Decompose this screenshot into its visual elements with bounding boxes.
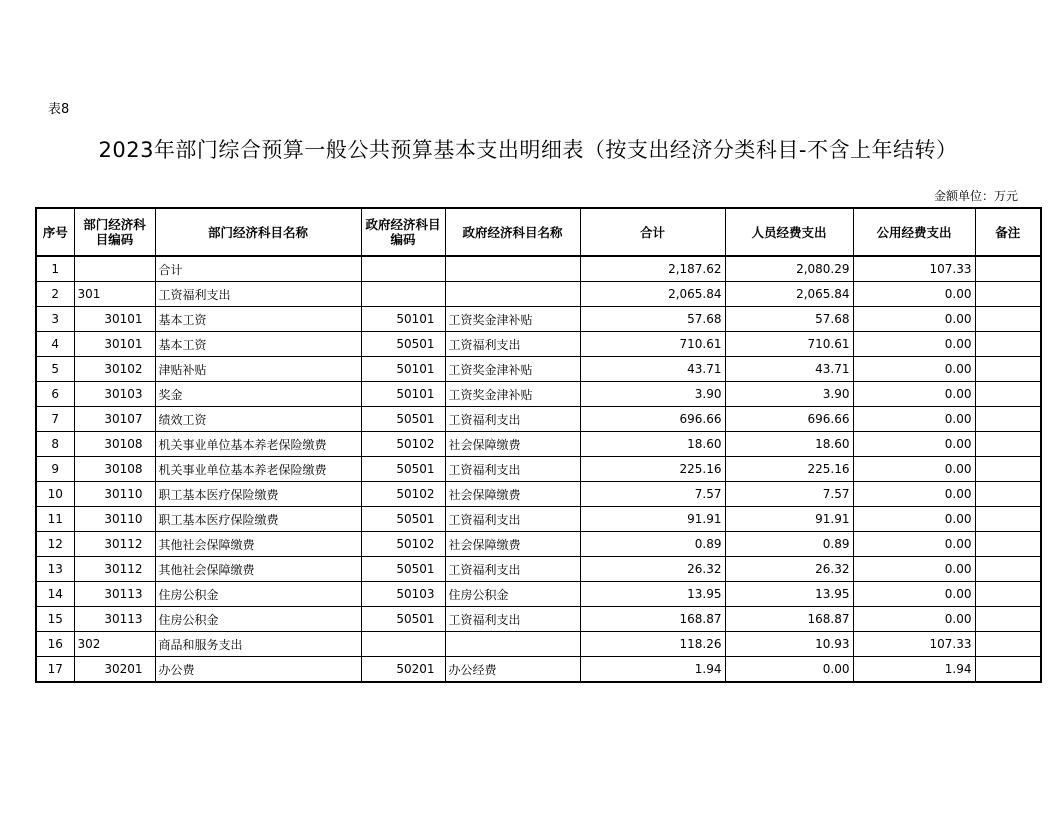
cell-gov-code: 50501	[361, 607, 445, 632]
cell-gov-name: 工资奖金津补贴	[445, 382, 580, 407]
cell-seq: 16	[36, 632, 74, 657]
cell-total: 18.60	[580, 432, 725, 457]
cell-seq: 1	[36, 256, 74, 282]
cell-gov-code: 50101	[361, 357, 445, 382]
cell-public: 0.00	[853, 357, 975, 382]
table-body	[36, 256, 1041, 682]
cell-public: 0.00	[853, 282, 975, 307]
cell-dept-name: 住房公积金	[155, 582, 361, 607]
cell-dept-code: 30101	[74, 307, 155, 332]
cell-personnel: 168.87	[725, 607, 853, 632]
cell-personnel: 18.60	[725, 432, 853, 457]
table-row	[36, 307, 1041, 332]
table-row	[36, 457, 1041, 482]
cell-remark	[975, 632, 1041, 657]
cell-dept-name: 机关事业单位基本养老保险缴费	[155, 457, 361, 482]
cell-seq: 9	[36, 457, 74, 482]
cell-seq: 4	[36, 332, 74, 357]
cell-dept-code: 30112	[74, 532, 155, 557]
cell-total: 1.94	[580, 657, 725, 683]
cell-personnel: 0.89	[725, 532, 853, 557]
cell-remark	[975, 507, 1041, 532]
cell-gov-name: 办公经费	[445, 657, 580, 683]
cell-personnel: 225.16	[725, 457, 853, 482]
cell-public: 107.33	[853, 632, 975, 657]
cell-remark	[975, 607, 1041, 632]
cell-dept-name: 绩效工资	[155, 407, 361, 432]
cell-gov-code: 50501	[361, 407, 445, 432]
table-row	[36, 507, 1041, 532]
col-header-total: 合计	[580, 208, 725, 256]
col-header-personnel: 人员经费支出	[725, 208, 853, 256]
cell-total: 118.26	[580, 632, 725, 657]
cell-gov-name	[445, 632, 580, 657]
cell-public: 0.00	[853, 582, 975, 607]
cell-gov-code: 50101	[361, 307, 445, 332]
cell-gov-name: 工资奖金津补贴	[445, 357, 580, 382]
cell-dept-name: 津贴补贴	[155, 357, 361, 382]
cell-dept-name: 奖金	[155, 382, 361, 407]
cell-gov-name: 工资福利支出	[445, 332, 580, 357]
cell-gov-code	[361, 282, 445, 307]
cell-dept-name: 其他社会保障缴费	[155, 532, 361, 557]
cell-personnel: 710.61	[725, 332, 853, 357]
cell-total: 43.71	[580, 357, 725, 382]
cell-gov-code: 50102	[361, 432, 445, 457]
cell-gov-code: 50103	[361, 582, 445, 607]
table-row	[36, 532, 1041, 557]
cell-total: 26.32	[580, 557, 725, 582]
cell-gov-code: 50501	[361, 457, 445, 482]
cell-remark	[975, 256, 1041, 282]
cell-gov-name: 工资奖金津补贴	[445, 307, 580, 332]
cell-public: 0.00	[853, 532, 975, 557]
cell-seq: 13	[36, 557, 74, 582]
cell-remark	[975, 332, 1041, 357]
cell-gov-name: 社会保障缴费	[445, 482, 580, 507]
cell-gov-code: 50102	[361, 482, 445, 507]
cell-dept-code: 30102	[74, 357, 155, 382]
cell-total: 696.66	[580, 407, 725, 432]
table-row	[36, 432, 1041, 457]
table-row	[36, 557, 1041, 582]
cell-remark	[975, 407, 1041, 432]
cell-remark	[975, 482, 1041, 507]
cell-remark	[975, 657, 1041, 683]
table-row	[36, 582, 1041, 607]
table-number-label: 表8	[48, 102, 70, 117]
cell-dept-code: 30101	[74, 332, 155, 357]
cell-total: 13.95	[580, 582, 725, 607]
cell-dept-name: 基本工资	[155, 332, 361, 357]
table-row	[36, 632, 1041, 657]
cell-dept-code: 30108	[74, 457, 155, 482]
cell-dept-name: 住房公积金	[155, 607, 361, 632]
cell-dept-code: 30201	[74, 657, 155, 683]
cell-total: 3.90	[580, 382, 725, 407]
col-header-dept-code: 部门经济科目编码	[74, 208, 155, 256]
cell-gov-code: 50201	[361, 657, 445, 683]
cell-dept-name: 职工基本医疗保险缴费	[155, 507, 361, 532]
col-header-gov-code: 政府经济科目编码	[361, 208, 445, 256]
cell-remark	[975, 532, 1041, 557]
cell-dept-code	[74, 256, 155, 282]
cell-gov-name: 社会保障缴费	[445, 432, 580, 457]
budget-detail-table	[35, 207, 1042, 683]
cell-seq: 12	[36, 532, 74, 557]
col-header-remark: 备注	[975, 208, 1041, 256]
cell-total: 2,065.84	[580, 282, 725, 307]
cell-gov-code: 50501	[361, 507, 445, 532]
cell-gov-name: 工资福利支出	[445, 557, 580, 582]
cell-seq: 8	[36, 432, 74, 457]
cell-dept-code: 30113	[74, 582, 155, 607]
cell-dept-name: 其他社会保障缴费	[155, 557, 361, 582]
table-row	[36, 407, 1041, 432]
cell-gov-name: 工资福利支出	[445, 407, 580, 432]
cell-dept-code: 30107	[74, 407, 155, 432]
cell-total: 57.68	[580, 307, 725, 332]
amount-unit-label: 金额单位：万元	[933, 189, 1018, 203]
cell-seq: 7	[36, 407, 74, 432]
page-title: 2023年部门综合预算一般公共预算基本支出明细表（按支出经济分类科目-不含上年结转）	[98, 138, 958, 162]
cell-personnel: 91.91	[725, 507, 853, 532]
cell-dept-code: 30108	[74, 432, 155, 457]
cell-total: 0.89	[580, 532, 725, 557]
cell-remark	[975, 307, 1041, 332]
table-header-row	[36, 208, 1041, 256]
cell-gov-code: 50501	[361, 332, 445, 357]
cell-seq: 17	[36, 657, 74, 683]
cell-dept-code: 30112	[74, 557, 155, 582]
cell-gov-name	[445, 256, 580, 282]
cell-gov-code: 50102	[361, 532, 445, 557]
cell-dept-code: 301	[74, 282, 155, 307]
cell-dept-name: 商品和服务支出	[155, 632, 361, 657]
cell-seq: 2	[36, 282, 74, 307]
cell-dept-code: 30113	[74, 607, 155, 632]
cell-personnel: 696.66	[725, 407, 853, 432]
table-row	[36, 607, 1041, 632]
cell-public: 0.00	[853, 407, 975, 432]
cell-personnel: 0.00	[725, 657, 853, 683]
cell-personnel: 10.93	[725, 632, 853, 657]
table-row	[36, 256, 1041, 282]
cell-dept-name: 办公费	[155, 657, 361, 683]
cell-seq: 10	[36, 482, 74, 507]
cell-total: 168.87	[580, 607, 725, 632]
cell-remark	[975, 582, 1041, 607]
cell-gov-code: 50501	[361, 557, 445, 582]
cell-personnel: 57.68	[725, 307, 853, 332]
cell-seq: 14	[36, 582, 74, 607]
cell-dept-code: 30110	[74, 507, 155, 532]
cell-dept-name: 职工基本医疗保险缴费	[155, 482, 361, 507]
cell-seq: 15	[36, 607, 74, 632]
table-row	[36, 332, 1041, 357]
cell-dept-code: 30110	[74, 482, 155, 507]
cell-total: 225.16	[580, 457, 725, 482]
cell-remark	[975, 357, 1041, 382]
cell-gov-name: 工资福利支出	[445, 507, 580, 532]
col-header-dept-name: 部门经济科目名称	[155, 208, 361, 256]
cell-remark	[975, 457, 1041, 482]
cell-public: 0.00	[853, 432, 975, 457]
cell-gov-name: 住房公积金	[445, 582, 580, 607]
cell-dept-name: 工资福利支出	[155, 282, 361, 307]
cell-public: 0.00	[853, 507, 975, 532]
cell-remark	[975, 282, 1041, 307]
cell-personnel: 2,080.29	[725, 256, 853, 282]
col-header-public: 公用经费支出	[853, 208, 975, 256]
cell-public: 107.33	[853, 256, 975, 282]
cell-public: 0.00	[853, 382, 975, 407]
cell-dept-name: 合计	[155, 256, 361, 282]
cell-dept-name: 机关事业单位基本养老保险缴费	[155, 432, 361, 457]
cell-gov-name: 工资福利支出	[445, 457, 580, 482]
cell-dept-code: 30103	[74, 382, 155, 407]
table-row	[36, 657, 1041, 683]
cell-remark	[975, 432, 1041, 457]
cell-remark	[975, 557, 1041, 582]
cell-gov-name: 社会保障缴费	[445, 532, 580, 557]
cell-public: 0.00	[853, 457, 975, 482]
cell-gov-code	[361, 256, 445, 282]
cell-public: 0.00	[853, 607, 975, 632]
cell-gov-code	[361, 632, 445, 657]
cell-remark	[975, 382, 1041, 407]
col-header-seq: 序号	[36, 208, 74, 256]
cell-seq: 3	[36, 307, 74, 332]
cell-public: 0.00	[853, 307, 975, 332]
cell-seq: 5	[36, 357, 74, 382]
cell-gov-name	[445, 282, 580, 307]
cell-total: 91.91	[580, 507, 725, 532]
cell-personnel: 7.57	[725, 482, 853, 507]
cell-public: 0.00	[853, 332, 975, 357]
cell-personnel: 13.95	[725, 582, 853, 607]
table-row	[36, 357, 1041, 382]
cell-public: 1.94	[853, 657, 975, 683]
table-row	[36, 382, 1041, 407]
cell-total: 710.61	[580, 332, 725, 357]
cell-personnel: 26.32	[725, 557, 853, 582]
cell-public: 0.00	[853, 557, 975, 582]
col-header-gov-name: 政府经济科目名称	[445, 208, 580, 256]
cell-personnel: 2,065.84	[725, 282, 853, 307]
cell-seq: 11	[36, 507, 74, 532]
table-row	[36, 482, 1041, 507]
cell-gov-code: 50101	[361, 382, 445, 407]
cell-gov-name: 工资福利支出	[445, 607, 580, 632]
cell-personnel: 43.71	[725, 357, 853, 382]
cell-public: 0.00	[853, 482, 975, 507]
cell-dept-code: 302	[74, 632, 155, 657]
table-row	[36, 282, 1041, 307]
cell-seq: 6	[36, 382, 74, 407]
cell-total: 2,187.62	[580, 256, 725, 282]
cell-total: 7.57	[580, 482, 725, 507]
cell-dept-name: 基本工资	[155, 307, 361, 332]
cell-personnel: 3.90	[725, 382, 853, 407]
